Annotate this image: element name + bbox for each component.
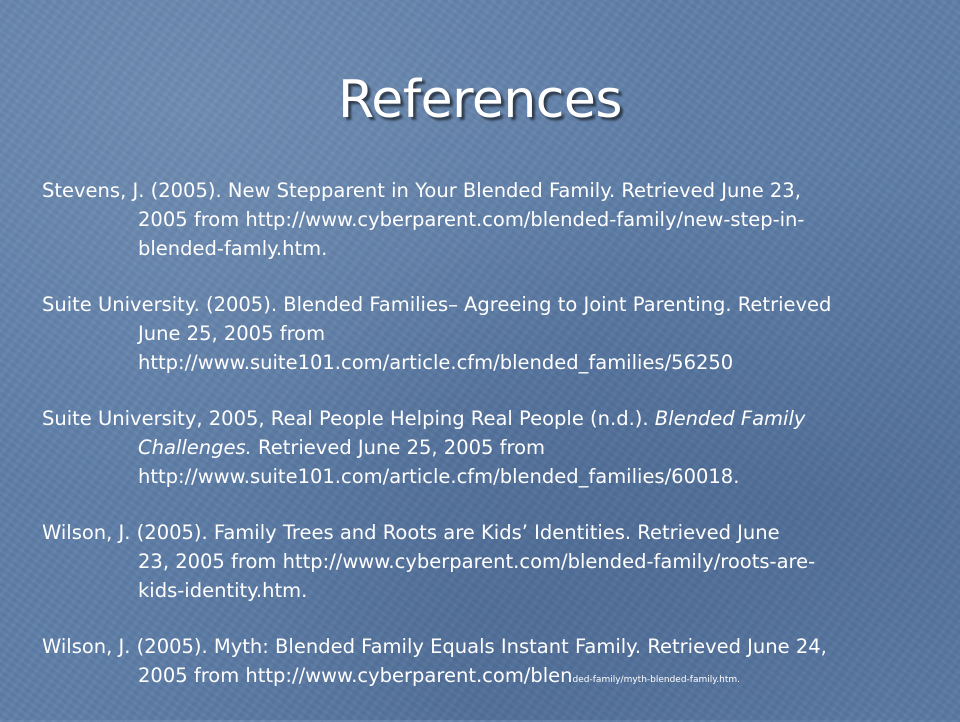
reference-text: Suite University, 2005, Real People Helping Real People (n.d.). xyxy=(42,407,655,430)
reference-text: 2005 from http://www.cyberparent.com/blen xyxy=(138,664,573,687)
reference-text: Retrieved June 25, 2005 from xyxy=(251,436,545,459)
reference-line: Wilson, J. (2005). Myth: Blended Family Equals Instant Family. Retrieved June 24, xyxy=(42,635,827,658)
reference-suite-challenges xyxy=(42,404,922,491)
reference-text-small: ded-family/myth-blended-family.htm. xyxy=(572,675,741,685)
reference-line: Suite University. (2005). Blended Families– Agreeing to Joint Parenting. Retrieved xyxy=(42,293,832,316)
reference-title-italic: Challenges. xyxy=(138,436,252,459)
reference-wilson-myth xyxy=(42,632,922,695)
reference-line: blended-famly.htm. xyxy=(138,237,328,260)
reference-line xyxy=(42,433,922,462)
reference-line: 23, 2005 from http://www.cyberparent.com/blended-family/roots-are- xyxy=(138,550,816,573)
reference-line xyxy=(42,661,922,695)
reference-line: http://www.suite101.com/article.cfm/blended_families/60018. xyxy=(138,465,740,488)
reference-list xyxy=(42,176,922,722)
reference-line: 2005 from http://www.cyberparent.com/blended-family/new-step-in- xyxy=(138,208,805,231)
reference-title-italic: Blended Family xyxy=(654,407,806,430)
slide-title: References xyxy=(338,70,622,130)
reference-line: June 25, 2005 from xyxy=(138,322,326,345)
reference-line: Wilson, J. (2005). Family Trees and Roots are Kids’ Identities. Retrieved June xyxy=(42,521,780,544)
reference-stevens xyxy=(42,176,922,263)
reference-suite-joint-parenting xyxy=(42,290,922,377)
reference-line: http://www.suite101.com/article.cfm/blended_families/56250 xyxy=(138,351,734,374)
reference-line: kids-identity.htm. xyxy=(138,579,308,602)
reference-line: Stevens, J. (2005). New Stepparent in Your Blended Family. Retrieved June 23, xyxy=(42,179,801,202)
reference-line xyxy=(42,404,922,433)
reference-wilson-roots xyxy=(42,518,922,605)
